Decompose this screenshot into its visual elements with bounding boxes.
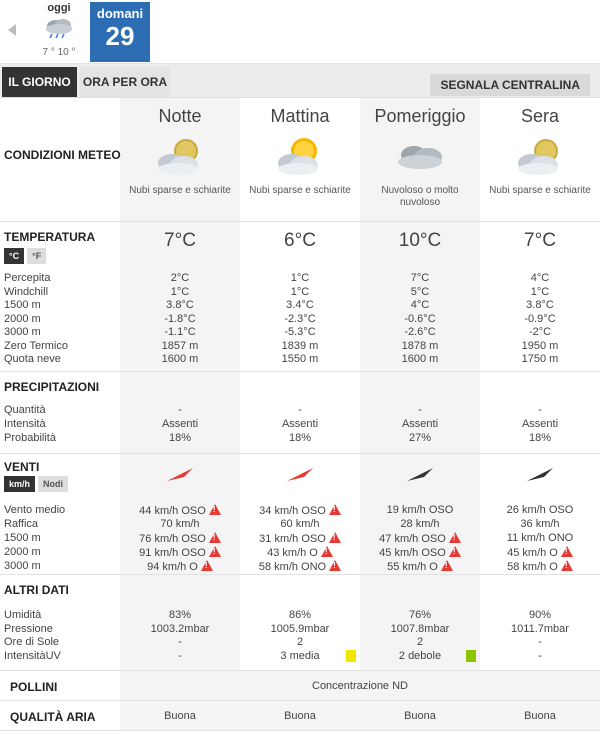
cell-value: 90% [528, 609, 552, 621]
wind-value: 94 km/h O [147, 561, 198, 573]
row-label: Vento medio [4, 504, 66, 516]
cell-value: -2.3°C [284, 312, 316, 325]
wind-cell [120, 518, 240, 530]
warning-icon [209, 504, 221, 515]
forecast-grid [0, 98, 600, 731]
cell-value: 1750 m [521, 353, 559, 365]
air-quality-value: Buona [284, 710, 316, 722]
air-quality-value: Buona [164, 710, 196, 722]
prev-day-arrow-icon[interactable] [8, 24, 16, 36]
wind-value: 58 km/h ONO [258, 561, 327, 573]
wind-value: 55 km/h O [387, 561, 438, 573]
cell-value: 18% [288, 432, 312, 444]
cell-value: -1.1°C [164, 326, 196, 338]
row-label: 2000 m [4, 312, 41, 325]
wind-cell [480, 504, 600, 516]
cell-value: 2 [296, 636, 304, 648]
warning-icon [201, 560, 213, 571]
row-label: Raffica [4, 518, 39, 530]
wind-direction-arrow-icon [360, 466, 480, 482]
precipitation-title: PRECIPITAZIONI [4, 380, 100, 394]
cell-value: 86% [288, 609, 312, 621]
wind-cell [120, 560, 240, 573]
wind-value: 43 km/h O [267, 547, 318, 559]
wind-value: 76 km/h OSO [139, 533, 206, 545]
wind-title: VENTI [4, 460, 40, 474]
cell-value: 1600 m [401, 353, 439, 365]
cell-value: 1°C [530, 285, 550, 298]
sun-cloud-icon [270, 135, 330, 179]
cell-value: 83% [168, 609, 192, 621]
temperature-main: 10°C [398, 230, 442, 251]
wind-cell [240, 504, 360, 517]
wind-value: 28 km/h [400, 518, 440, 530]
wind-direction-arrow-icon [240, 466, 360, 482]
cell-value: - [538, 404, 542, 416]
cell-value: - [418, 404, 422, 416]
cell-value: -1.8°C [164, 312, 196, 325]
wind-cell [120, 546, 240, 559]
pollen-row [0, 671, 600, 701]
wind-value: 34 km/h OSO [259, 505, 326, 517]
uv-level-indicator [346, 650, 356, 662]
kmh-button[interactable]: km/h [4, 476, 35, 492]
row-label: 2000 m [4, 546, 41, 558]
wind-cell [360, 560, 480, 573]
wind-value: 91 km/h OSO [139, 547, 206, 559]
moon-cloud-icon [150, 135, 210, 179]
wind-cell [120, 532, 240, 545]
knots-button[interactable]: Nodi [38, 476, 68, 492]
cell-value: -2.6°C [404, 326, 436, 338]
wind-cell [240, 532, 360, 545]
cell-value: 18% [528, 432, 552, 444]
warning-icon [449, 546, 461, 557]
cell-value: 1011.7mbar [511, 622, 569, 635]
tab-day[interactable]: IL GIORNO [2, 67, 77, 97]
view-tabs [0, 64, 600, 98]
cell-value: 76% [408, 609, 432, 621]
air-quality-value: Buona [404, 710, 436, 722]
wind-cell [360, 518, 480, 530]
row-label: Ore di Sole [4, 636, 60, 648]
cell-value: 1003.2mbar [150, 622, 210, 635]
cell-value: 2 debole [398, 649, 442, 662]
precipitation-section [0, 372, 600, 454]
wind-direction-arrow-icon [480, 466, 600, 482]
row-label: Quantità [4, 404, 46, 416]
period-afternoon [360, 106, 480, 209]
cell-value: 27% [408, 432, 432, 444]
other-data-title: ALTRI DATI [4, 583, 69, 597]
row-label: Intensità [4, 418, 46, 430]
row-label: Zero Termico [4, 339, 68, 352]
warning-icon [561, 546, 573, 557]
day-today-label: oggi [47, 2, 71, 14]
cell-value: 1550 m [281, 353, 319, 365]
wind-direction-arrow-icon [120, 466, 240, 482]
row-label: 1500 m [4, 532, 41, 544]
pollen-title: POLLINI [10, 680, 58, 694]
wind-value: 45 km/h O [507, 547, 558, 559]
cell-value: 1600 m [161, 353, 199, 365]
day-today[interactable] [30, 2, 88, 62]
fahrenheit-button[interactable]: °F [27, 248, 46, 264]
period-condition: Nubi sparse e schiarite [129, 185, 231, 196]
cell-value: 1005.9mbar [270, 622, 330, 635]
cell-value: Assenti [161, 418, 199, 430]
other-data-section [0, 575, 600, 671]
cell-value: - [298, 404, 302, 416]
cell-value: Assenti [401, 418, 439, 430]
period-condition: Nubi sparse e schiarite [489, 185, 591, 196]
cell-value: Assenti [521, 418, 559, 430]
cell-value: 1878 m [401, 339, 439, 352]
wind-cell [480, 532, 600, 544]
warning-icon [209, 546, 221, 557]
wind-value: 70 km/h [160, 518, 200, 530]
wind-value: 47 km/h OSO [379, 533, 446, 545]
cell-value: -2°C [528, 326, 552, 338]
row-label: 3000 m [4, 560, 41, 572]
cell-value: 3.8°C [526, 299, 554, 311]
cell-value: 1°C [290, 285, 310, 298]
temperature-main: 7°C [524, 230, 556, 251]
cell-value: 7°C [410, 272, 430, 284]
temperature-main: 6°C [284, 230, 316, 251]
period-night [120, 106, 240, 197]
cell-value: - [178, 404, 182, 416]
cell-value: 2 [416, 636, 424, 648]
wind-value: 44 km/h OSO [139, 505, 206, 517]
cell-value: 3.8°C [166, 299, 194, 311]
day-today-temps: 7 ° 10 ° [42, 47, 76, 58]
row-label: Windchill [4, 285, 49, 298]
warning-icon [449, 532, 461, 543]
wind-cell [360, 504, 480, 516]
wind-value: 11 km/h ONO [506, 532, 574, 544]
conditions-section [0, 98, 600, 222]
wind-cell [480, 560, 600, 573]
temperature-title: TEMPERATURA [4, 230, 96, 244]
wind-value: 58 km/h O [507, 561, 558, 573]
cell-value: 18% [168, 432, 192, 444]
period-name: Notte [158, 106, 202, 126]
temperature-section [0, 222, 600, 372]
cell-value: - [178, 636, 182, 648]
wind-value: 60 km/h [280, 518, 320, 530]
period-name: Mattina [270, 106, 330, 126]
cell-value: 4°C [410, 299, 430, 311]
cell-value: 1°C [170, 285, 190, 298]
wind-cell [360, 546, 480, 559]
celsius-button[interactable]: °C [4, 248, 24, 264]
cell-value: 1839 m [281, 339, 319, 352]
row-label: IntensitàUV [4, 649, 61, 662]
cell-value: 2°C [170, 272, 190, 284]
row-label: Probabilità [4, 432, 56, 444]
cell-value: Assenti [281, 418, 319, 430]
cell-value: - [178, 649, 182, 662]
wind-value: 31 km/h OSO [259, 533, 326, 545]
warning-icon [561, 560, 573, 571]
temperature-main: 7°C [164, 230, 196, 251]
wind-value: 45 km/h OSO [379, 547, 446, 559]
wind-cell [240, 560, 360, 573]
row-label: Umidità [4, 609, 42, 621]
cell-value: 3 media [280, 649, 320, 662]
pollen-value: Concentrazione ND [312, 680, 408, 692]
row-label: Quota neve [4, 353, 61, 365]
wind-cell [480, 546, 600, 559]
cell-value: -5.3°C [284, 326, 316, 338]
warning-icon [209, 532, 221, 543]
cell-value: 1°C [290, 272, 310, 284]
day-tomorrow-label: domani [96, 6, 144, 21]
air-quality-row [0, 701, 600, 731]
cell-value: - [538, 649, 542, 662]
cell-value: 1857 m [161, 339, 199, 352]
row-label: 1500 m [4, 299, 41, 311]
wind-value: 36 km/h [520, 518, 560, 530]
warning-icon [329, 560, 341, 571]
cell-value: 1007.8mbar [390, 622, 450, 635]
wind-cell [120, 504, 240, 517]
report-station-button[interactable]: SEGNALA CENTRALINA [430, 74, 590, 96]
wind-unit-toggle [4, 476, 68, 492]
day-selector [0, 0, 600, 64]
cell-value: -0.6°C [404, 312, 436, 325]
cell-value: 5°C [410, 285, 430, 298]
cell-value: 1950 m [521, 339, 559, 352]
cell-value: -0.9°C [524, 312, 556, 325]
rain-cloud-icon [42, 16, 76, 40]
wind-cell [360, 532, 480, 545]
period-condition: Nuvoloso o molto nuvoloso [381, 185, 459, 208]
period-condition: Nubi sparse e schiarite [249, 185, 351, 196]
period-name: Sera [520, 106, 560, 126]
air-quality-title: QUALITÀ ARIA [10, 710, 96, 724]
cell-value: - [538, 636, 542, 648]
row-label: Percepita [4, 272, 51, 284]
conditions-title: CONDIZIONI METEO [4, 148, 121, 162]
period-evening [480, 106, 600, 197]
day-tomorrow-number: 29 [105, 21, 135, 51]
row-label: 3000 m [4, 326, 41, 338]
temperature-unit-toggle [4, 248, 46, 264]
tab-hourly[interactable]: ORA PER ORA [80, 67, 170, 97]
wind-value: 19 km/h OSO [386, 504, 454, 516]
warning-icon [329, 532, 341, 543]
wind-value: 26 km/h OSO [506, 504, 574, 516]
row-label: Pressione [4, 622, 53, 635]
wind-cell [480, 518, 600, 530]
warning-icon [329, 504, 341, 515]
day-tomorrow[interactable] [90, 2, 150, 62]
warning-icon [321, 546, 333, 557]
air-quality-value: Buona [524, 710, 556, 722]
cell-value: 3.4°C [286, 299, 314, 311]
uv-level-indicator [466, 650, 476, 662]
cell-value: 4°C [530, 272, 550, 284]
moon-cloud-icon [510, 135, 570, 179]
cloud-icon [390, 135, 450, 179]
period-name: Pomeriggio [374, 106, 466, 126]
wind-cell [240, 518, 360, 530]
wind-section [0, 454, 600, 575]
warning-icon [441, 560, 453, 571]
period-morning [240, 106, 360, 197]
wind-cell [240, 546, 360, 559]
